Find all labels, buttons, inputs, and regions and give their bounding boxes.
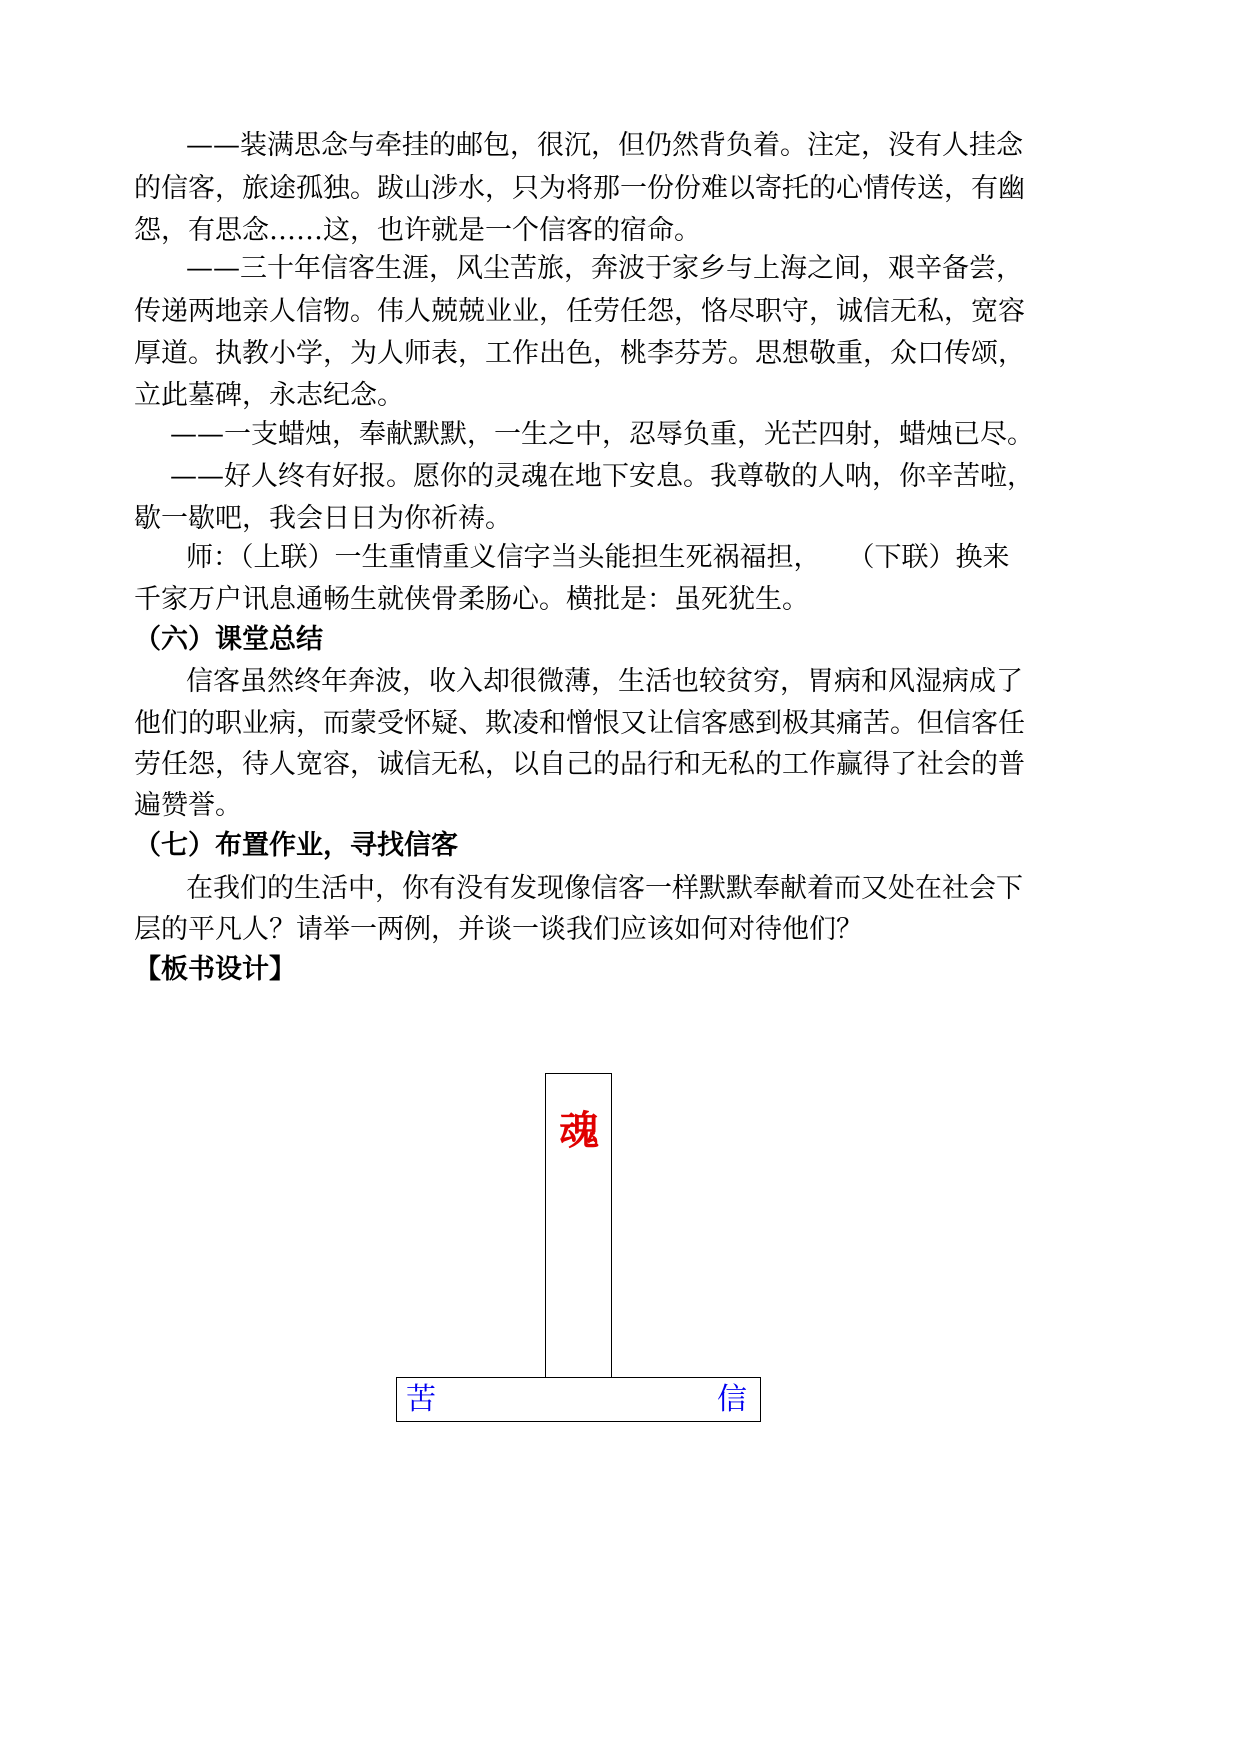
text-line: 劳任怨，待人宽容，诚信无私，以自己的品行和无私的工作赢得了社会的普 [134,749,1025,780]
section-heading-homework: （七）布置作业，寻找信客 [134,830,458,861]
text-line: 信客虽然终年奔波，收入却很微薄，生活也较贫穷，胃病和风湿病成了 [186,666,1023,697]
text-line: 在我们的生活中，你有没有发现像信客一样默默奉献着而又处在社会下 [186,873,1023,904]
text-line: 怨，有思念……这，也许就是一个信客的宿命。 [134,215,701,246]
board-base-right-character: 信 [717,1382,747,1417]
text-line: ——三十年信客生涯，风尘苦旅，奔波于家乡与上海之间，艰辛备尝， [186,253,1023,284]
couplet-line: 师：（上联）一生重情重义信字当头能担生死祸福担， （下联）换来 [186,542,1010,573]
board-design-heading: 【板书设计】 [134,954,296,985]
text-line: 他们的职业病，而蒙受怀疑、欺凌和憎恨又让信客感到极其痛苦。但信客任 [134,708,1025,739]
text-line: ——装满思念与牵挂的邮包，很沉，但仍然背负着。注定，没有人挂念 [186,130,1023,161]
section-heading-summary: （六）课堂总结 [134,624,323,655]
text-line: 传递两地亲人信物。伟人兢兢业业，任劳任怨，恪尽职守，诚信无私，宽容 [134,296,1025,327]
board-horizontal-base [396,1377,761,1422]
text-line: ——好人终有好报。愿你的灵魂在地下安息。我尊敬的人呐，你辛苦啦， [170,461,1034,492]
text-line: ——一支蜡烛，奉献默默，一生之中，忍辱负重，光芒四射，蜡烛已尽。 [170,419,1034,450]
text-line: 歇一歇吧，我会日日为你祈祷。 [134,503,512,534]
couplet-line: 千家万户讯息通畅生就侠骨柔肠心。横批是：虽死犹生。 [134,584,809,615]
text-line: 层的平凡人？请举一两例，并谈一谈我们应该如何对待他们？ [134,914,863,945]
text-line: 立此墓碑，永志纪念。 [134,380,404,411]
board-base-left-character: 苦 [406,1382,436,1417]
text-line: 遍赞誉。 [134,790,242,821]
text-line: 厚道。执教小学，为人师表，工作出色，桃李芬芳。思想敬重，众口传颂， [134,338,1025,369]
text-line: 的信客，旅途孤独。跋山涉水，只为将那一份份难以寄托的心情传送，有幽 [134,173,1025,204]
board-top-character: 魂 [559,1108,599,1154]
